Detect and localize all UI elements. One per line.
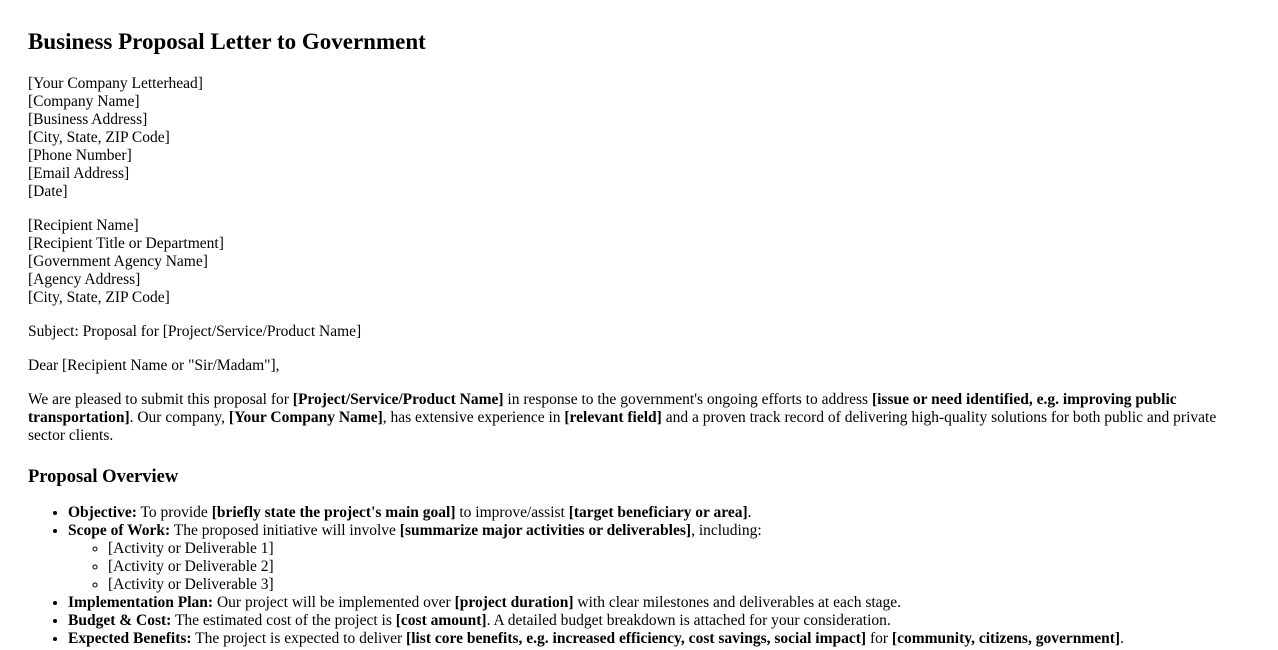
sender-company-name: [Company Name] — [28, 93, 140, 110]
sender-business-address: [Business Address] — [28, 111, 148, 128]
recipient-block — [28, 217, 1250, 307]
scope-deliverable-3: ◦ [Activity or Deliverable 3] — [108, 576, 1250, 594]
subject-line: Subject: Proposal for [Project/Service/Product Name] — [28, 323, 362, 340]
sender-block — [28, 75, 1250, 201]
list-item-implementation — [68, 594, 1250, 612]
benefits-text-3: . — [1120, 630, 1124, 647]
scope-text-1: The proposed initiative will involve — [170, 522, 400, 539]
implementation-duration: [project duration] — [454, 594, 574, 611]
sender-phone: [Phone Number] — [28, 147, 132, 164]
intro-text-1: We are pleased to submit this proposal for — [28, 391, 293, 408]
intro-paragraph — [28, 391, 1228, 445]
objective-text-2: to improve/assist — [455, 504, 569, 521]
implementation-text-2: with clear milestones and deliverables at each stage. — [573, 594, 902, 611]
scope-activities: [summarize major activities or deliverables] — [399, 522, 692, 539]
intro-company-name: [Your Company Name] — [228, 409, 383, 426]
benefits-text-1: The project is expected to deliver — [191, 630, 407, 647]
scope-deliverable-1: ◦ [Activity or Deliverable 1] — [108, 540, 1250, 558]
list-item-benefits — [68, 630, 1250, 648]
sender-letterhead: [Your Company Letterhead] — [28, 75, 203, 92]
intro-field: [relevant field] — [564, 409, 662, 426]
overview-heading: Proposal Overview — [28, 467, 179, 487]
objective-label: Objective: — [68, 504, 137, 521]
benefits-list: [list core benefits, e.g. increased efficiency, cost savings, social impact] — [406, 630, 867, 647]
intro-issue: [issue or need identified, e.g. improving public transportation] — [28, 391, 1177, 426]
budget-label: Budget & Cost: — [68, 612, 172, 629]
recipient-title: [Recipient Title or Department] — [28, 235, 224, 252]
implementation-label: Implementation Plan: — [68, 594, 214, 611]
scope-text-2: , including: — [691, 522, 762, 539]
salutation: Dear [Recipient Name or "Sir/Madam"], — [28, 357, 280, 374]
objective-text-3: . — [747, 504, 752, 521]
recipient-city-state-zip: [City, State, ZIP Code] — [28, 289, 170, 306]
implementation-text-1: Our project will be implemented over — [213, 594, 455, 611]
recipient-address: [Agency Address] — [28, 271, 141, 288]
list-item-objective — [68, 504, 1250, 522]
budget-text-1: The estimated cost of the project is — [171, 612, 396, 629]
benefits-recipients: [community, citizens, government] — [891, 630, 1121, 647]
scope-label: Scope of Work: — [68, 522, 171, 539]
intro-text-2: in response to the government's ongoing efforts to address — [503, 391, 872, 408]
list-item-scope — [68, 522, 1250, 594]
budget-amount: [cost amount] — [395, 612, 487, 629]
benefits-text-2: for — [866, 630, 892, 647]
intro-text-5: and a proven track record of delivering high-quality solutions for both public and private sector clients. — [28, 409, 1217, 444]
objective-beneficiary: [target beneficiary or area] — [568, 504, 748, 521]
sender-city-state-zip: [City, State, ZIP Code] — [28, 129, 170, 146]
recipient-name: [Recipient Name] — [28, 217, 139, 234]
budget-text-2: . A detailed budget breakdown is attached for your consideration. — [486, 612, 891, 629]
objective-goal: [briefly state the project's main goal] — [211, 504, 456, 521]
document-title: Business Proposal Letter to Government — [28, 29, 426, 54]
objective-text-1: To provide — [136, 504, 212, 521]
intro-project-name: [Project/Service/Product Name] — [292, 391, 504, 408]
benefits-label: Expected Benefits: — [68, 630, 192, 647]
scope-sublist — [68, 540, 1250, 594]
intro-text-3: . Our company, — [129, 409, 229, 426]
intro-text-4: , has extensive experience in — [382, 409, 565, 426]
overview-list — [28, 504, 1250, 648]
sender-email: [Email Address] — [28, 165, 130, 182]
recipient-agency: [Government Agency Name] — [28, 253, 208, 270]
scope-deliverable-2: ◦ [Activity or Deliverable 2] — [108, 558, 1250, 576]
sender-date: [Date] — [28, 183, 68, 200]
list-item-budget — [68, 612, 1250, 630]
